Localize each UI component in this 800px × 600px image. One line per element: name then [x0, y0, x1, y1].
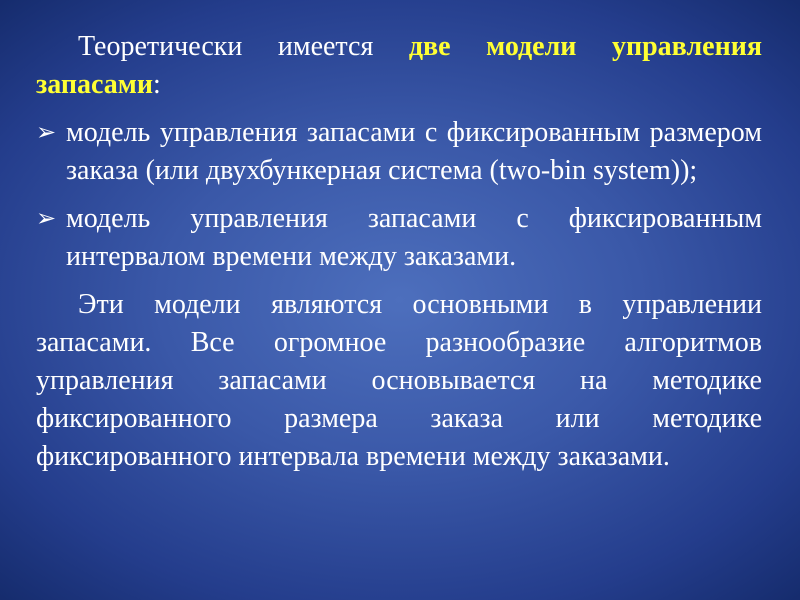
- intro-paragraph: [36, 28, 762, 104]
- arrow-bullet-icon: ➢: [36, 206, 57, 232]
- bullet-item-1: [36, 114, 762, 190]
- intro-text: Теоретически имеется: [78, 31, 409, 62]
- conclusion-paragraph: Эти модели являются основными в управлении запасами. Все огромное разнообразие алгоритмов управления запасами основывается на методике фиксированного размера заказа или методике фиксированного интервала времени между заказами.: [36, 289, 762, 472]
- bullet-item-2: [36, 200, 762, 276]
- intro-colon: :: [153, 69, 161, 100]
- intro-highlight: две модели управления запасами: [36, 31, 762, 100]
- bullet-text: модель управления запасами с фиксированным интервалом времени между заказами.: [66, 203, 762, 272]
- bullet-text: модель управления запасами с фиксированным размером заказа (или двухбункерная система (two-bin system));: [66, 117, 762, 186]
- arrow-bullet-icon: ➢: [36, 120, 57, 146]
- slide-content: [36, 28, 762, 476]
